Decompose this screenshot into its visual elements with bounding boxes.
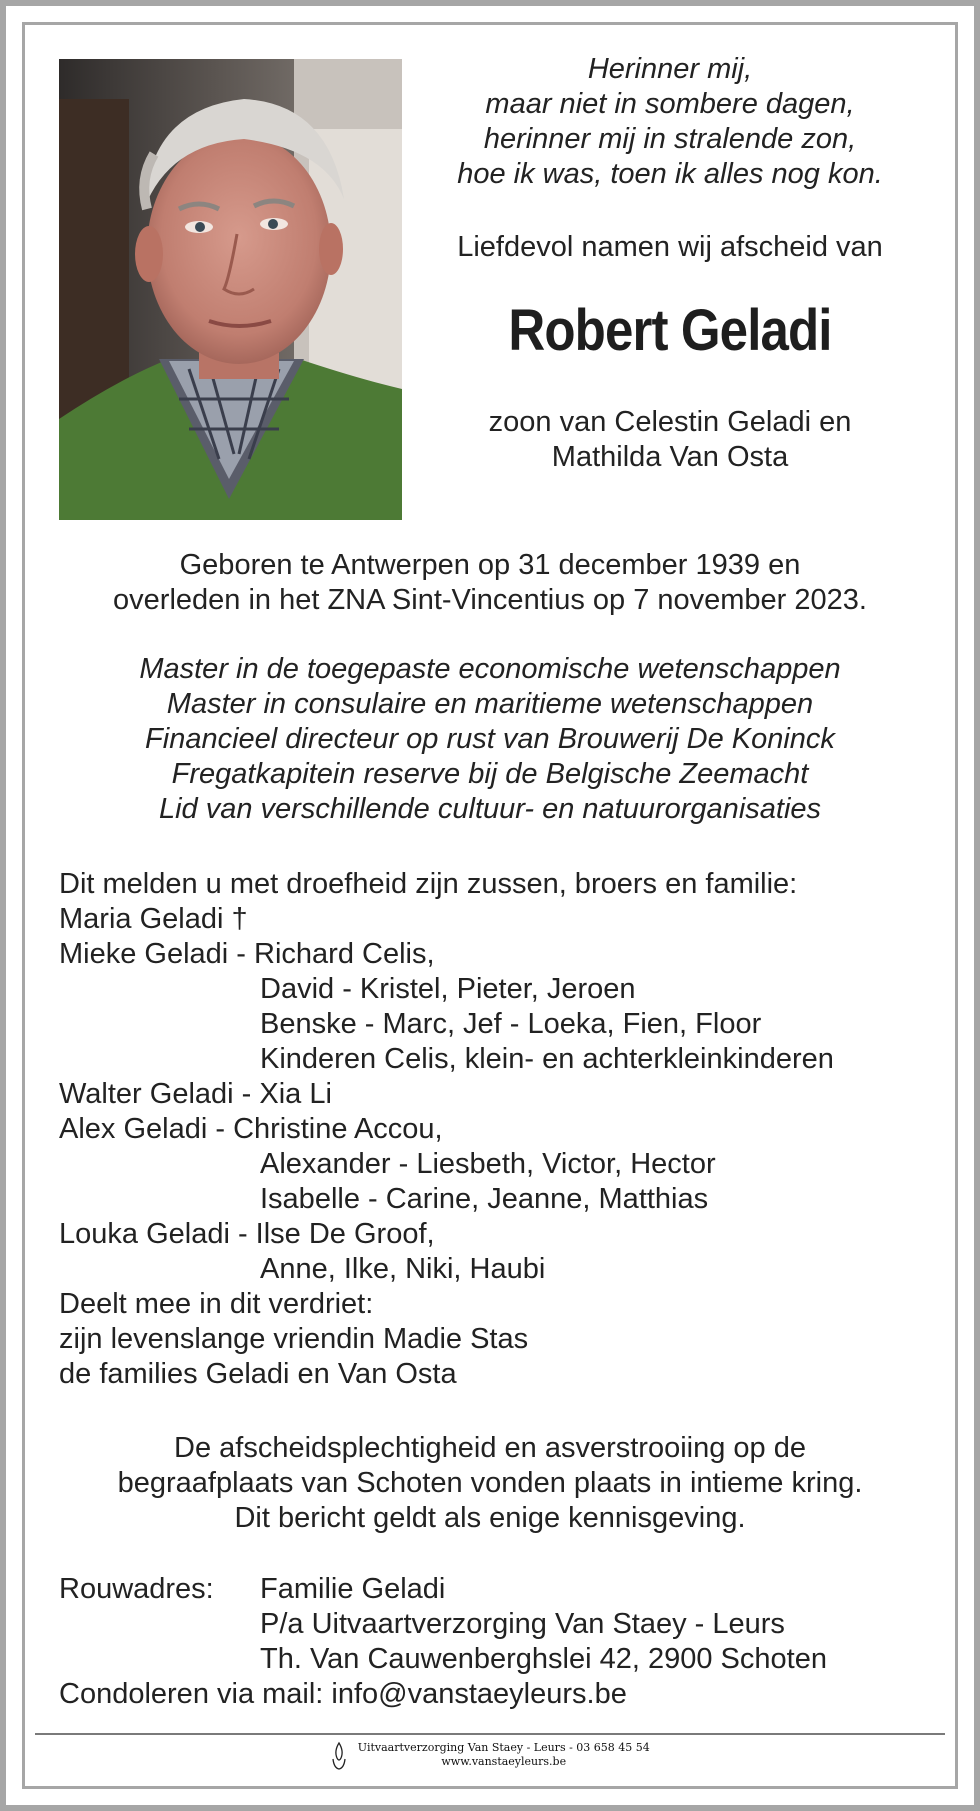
- footer-website: www.vanstaeyleurs.be: [441, 1755, 567, 1768]
- ceremony-line: De afscheidsplechtigheid en asverstrooiing op de: [174, 1432, 806, 1464]
- poem-line: hoe ik was, toen ik alles nog kon.: [457, 158, 883, 190]
- death-line: overleden in het ZNA Sint-Vincentius op 7 november 2023.: [113, 584, 867, 616]
- address-line: Th. Van Cauwenberghslei 42, 2900 Schoten: [260, 1643, 827, 1675]
- poem-line: Herinner mij,: [587, 53, 753, 85]
- poem: [430, 52, 910, 192]
- family-list: [59, 867, 921, 1392]
- footer-line1: Uitvaartverzorging Van Staey - Leurs - 03 658 45 54: [357, 1741, 650, 1754]
- family-line: David - Kristel, Pieter, Jeroen: [260, 973, 636, 1005]
- title-line: Fregatkapitein reserve bij de Belgische Zeemacht: [171, 758, 809, 790]
- title-line: Financieel directeur op rust van Brouwerij De Koninck: [145, 723, 835, 755]
- family-line: Anne, Ilke, Niki, Haubi: [260, 1253, 546, 1285]
- poem-line: herinner mij in stralende zon,: [483, 123, 857, 155]
- parents: [430, 405, 910, 475]
- footer-divider: [35, 1733, 945, 1735]
- family-line: Kinderen Celis, klein- en achterkleinkinderen: [260, 1043, 834, 1075]
- parents-line: zoon van Celestin Geladi en: [488, 406, 852, 438]
- ceremony-line: begraafplaats van Schoten vonden plaats in intieme kring.: [117, 1467, 863, 1499]
- family-line: Maria Geladi †: [59, 903, 248, 935]
- deceased-name: Robert Geladi: [508, 298, 832, 363]
- address-line: Familie Geladi: [260, 1573, 446, 1605]
- ceremony-line: Dit bericht geldt als enige kennisgeving.: [234, 1502, 746, 1534]
- family-line: zijn levenslange vriendin Madie Stas: [59, 1323, 529, 1355]
- titles: [59, 652, 921, 827]
- address-line: P/a Uitvaartverzorging Van Staey - Leurs: [260, 1608, 785, 1640]
- birth-line: Geboren te Antwerpen op 31 december 1939 en: [179, 549, 801, 581]
- title-line: Lid van verschillende cultuur- en natuurorganisaties: [158, 793, 822, 825]
- family-line: Deelt mee in dit verdriet:: [59, 1288, 374, 1320]
- poem-line: maar niet in sombere dagen,: [485, 88, 855, 120]
- funeral-home-footer: [0, 1741, 980, 1775]
- parents-line: Mathilda Van Osta: [551, 441, 789, 473]
- family-line: Mieke Geladi - Richard Celis,: [59, 938, 435, 970]
- portrait-photo: [59, 59, 402, 520]
- mourning-address: [59, 1572, 921, 1712]
- family-line: Alex Geladi - Christine Accou,: [59, 1113, 443, 1145]
- family-line: de families Geladi en Van Osta: [59, 1358, 457, 1390]
- ceremony-notice: [59, 1431, 921, 1536]
- title-line: Master in de toegepaste economische wetenschappen: [139, 653, 841, 685]
- intro-text: Liefdevol namen wij afscheid van: [457, 231, 883, 263]
- family-line: Alexander - Liesbeth, Victor, Hector: [260, 1148, 716, 1180]
- condolences-email: Condoleren via mail: info@vanstaeyleurs.be: [59, 1678, 627, 1710]
- family-line: Walter Geladi - Xia Li: [59, 1078, 332, 1110]
- family-line: Isabelle - Carine, Jeanne, Matthias: [260, 1183, 709, 1215]
- title-line: Master in consulaire en maritieme wetenschappen: [166, 688, 814, 720]
- address-label: Rouwadres:: [59, 1573, 214, 1605]
- birth-death: [59, 548, 921, 618]
- family-line: Benske - Marc, Jef - Loeka, Fien, Floor: [260, 1008, 762, 1040]
- family-line: Louka Geladi - Ilse De Groof,: [59, 1218, 435, 1250]
- candle-flame-icon: [330, 1741, 348, 1775]
- family-heading: Dit melden u met droefheid zijn zussen, broers en familie:: [59, 868, 798, 900]
